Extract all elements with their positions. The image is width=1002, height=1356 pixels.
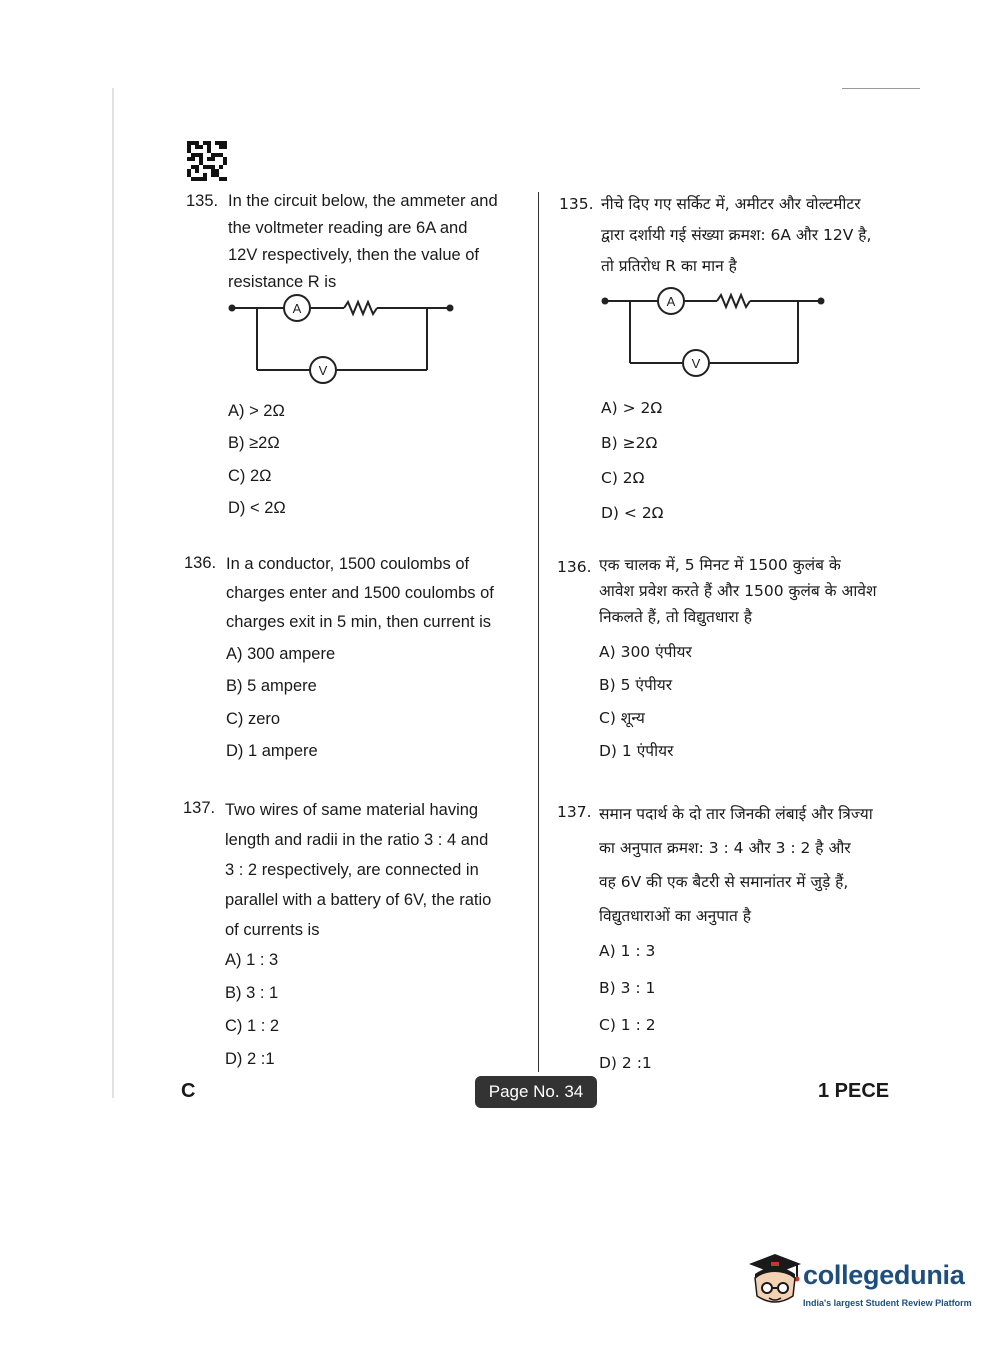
voltmeter-label: V [318,363,328,378]
question-stem: समान पदार्थ के दो तार जिनकी लंबाई और त्रिज्या का अनुपात क्रमश: 3 : 4 और 3 : 2 है और वह 6V की एक बैटरी से समानांतर में जुड़े हैं, विद्युतधाराओं का अनुपात है [599,805,873,925]
option-d: D) 1 ampere [226,742,318,760]
option-c: C) zero [226,710,281,728]
option-c: C) 2Ω [601,469,645,487]
question-stem: एक चालक में, 5 मिनट में 1500 कुलंब के आवेश प्रवेश करते हैं और 1500 कुलंब के आवेश निकलते हैं, तो विद्युतधारा है [599,556,877,626]
ammeter-label: A [292,301,302,316]
ammeter-label: A [666,294,676,309]
option-a: A) 300 ampere [226,645,336,663]
top-rule [842,88,920,89]
question-number: 137. [557,803,592,821]
circuit-diagram-hi [599,287,829,379]
option-c: C) 1 : 2 [225,1017,280,1035]
option-a: A) > 2Ω [601,399,663,417]
option-b: B) 5 एंपीयर [599,676,673,694]
scan-edge [112,88,114,1098]
option-b: B) ≥2Ω [601,434,658,452]
paper-code: 1 PECE [818,1080,890,1102]
column-divider [538,192,539,1072]
qr-code-icon [187,140,227,182]
brand-name: collegedunia [803,1260,965,1290]
question-number: 136. [557,558,592,576]
question-137-en [183,795,528,1075]
voltmeter-label: V [691,356,701,371]
question-number: 135. [186,192,219,210]
circuit-diagram-en [226,294,460,386]
option-c: C) 2Ω [228,467,272,485]
collegedunia-logo [745,1248,975,1318]
series-code: C [181,1080,196,1102]
question-136-hi [557,552,897,772]
option-d: D) < 2Ω [228,499,286,517]
question-stem: Two wires of same material having length and radii in the ratio 3 : 4 and 3 : 2 respectively, are connected in parallel with a battery of 6V, the ratio of currents is [225,801,492,939]
option-b: B) 3 : 1 [225,984,279,1002]
brand-tagline: India's largest Student Review Platform [803,1298,972,1308]
question-number: 135. [559,195,594,213]
question-number: 136. [184,554,217,572]
option-c: C) शून्य [599,709,645,727]
option-a: A) 300 एंपीयर [599,643,692,661]
option-d: D) 2 :1 [225,1050,275,1068]
question-stem: नीचे दिए गए सर्किट में, अमीटर और वोल्टमीटर द्वारा दर्शायी गई संख्या क्रमश: 6A और 12V है, तो प्रतिरोध R का मान है [601,195,872,275]
student-mascot-icon [745,1248,803,1310]
option-b: B) 5 ampere [226,677,317,695]
option-d: D) 1 एंपीयर [599,742,674,760]
question-137-hi [557,797,902,1082]
option-d: D) 2 :1 [599,1054,652,1072]
option-b: B) ≥2Ω [228,434,280,452]
question-stem: In the circuit below, the ammeter and the voltmeter reading are 6A and 12V respectively, then the value of resistance R is [228,192,498,291]
page-number-badge: Page No. 34 [475,1076,597,1108]
question-136-en [184,550,524,770]
question-number: 137. [183,799,216,817]
option-a: A) 1 : 3 [599,942,656,960]
option-a: A) 1 : 3 [225,951,279,969]
question-stem: In a conductor, 1500 coulombs of charges enter and 1500 coulombs of charges exit in 5 min, then current is [226,555,494,631]
option-d: D) < 2Ω [601,504,664,522]
option-c: C) 1 : 2 [599,1016,656,1034]
option-a: A) > 2Ω [228,402,285,420]
option-b: B) 3 : 1 [599,979,656,997]
